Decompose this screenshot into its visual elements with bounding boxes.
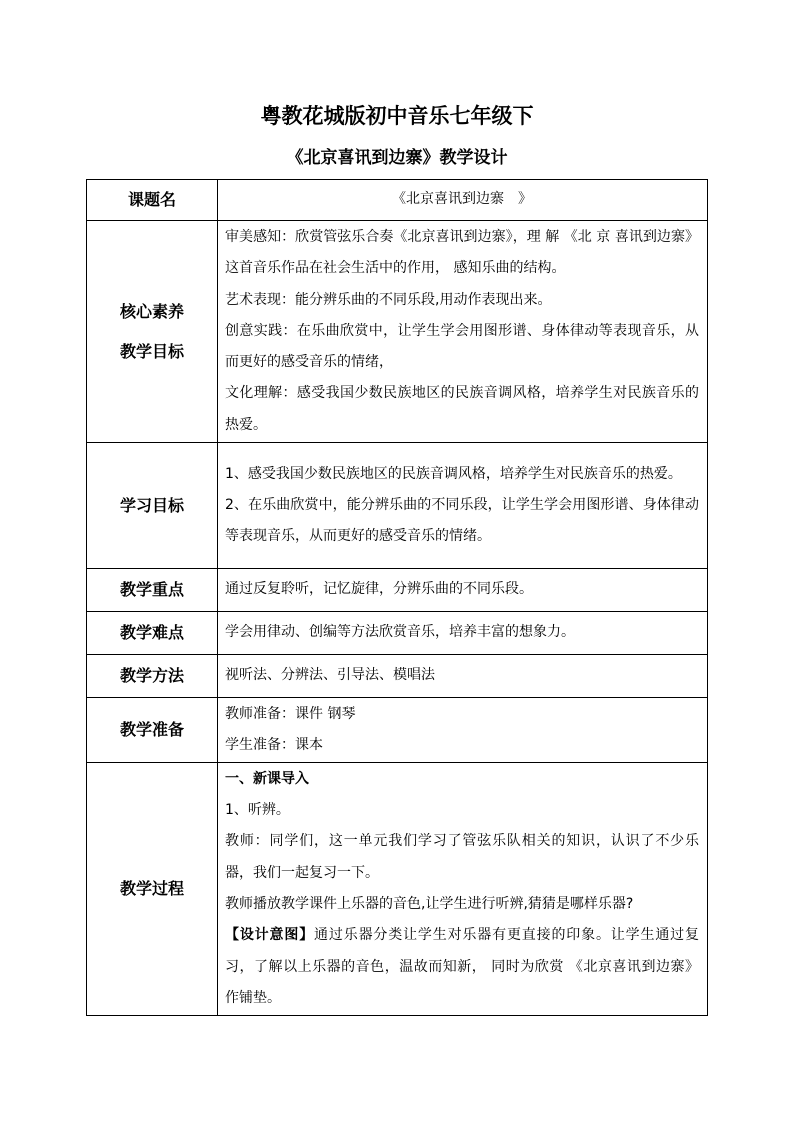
label-methods: 教学方法 (87, 655, 218, 698)
content-difficulty: 学会用律动、创编等方法欣赏音乐，培养丰富的想象力。 (218, 612, 708, 655)
table-row-topic (87, 180, 708, 221)
process-listening: 教师播放教学课件上乐器的音色,让学生进行听辨,猜猜是哪样乐器? (225, 896, 634, 912)
label-learning-goals: 学习目标 (87, 443, 218, 569)
core-culture: 文化理解：感受我国少数民族地区的民族音调风格，培养学生对民族音乐的热爱。 (225, 385, 699, 433)
label-core-line-2: 教学目标 (119, 341, 184, 361)
content-learning-goals (218, 443, 708, 569)
label-core-line-1: 核心素养 (119, 301, 184, 321)
core-practice: 创意实践：在乐曲欣赏中，让学生学会用图形谱、身体律动等表现音乐，从而更好的感受音乐的情绪， (225, 322, 699, 371)
table-row-process (87, 763, 708, 1016)
goal-1: 1、感受我国少数民族地区的民族音调风格，培养学生对民族音乐的热爱。 (225, 465, 682, 482)
table-row-key-points (87, 569, 708, 612)
label-difficulty: 教学难点 (87, 612, 218, 655)
design-intent-label: 【设计意图】 (225, 927, 315, 944)
content-key-points: 通过反复聆听，记忆旋律，分辨乐曲的不同乐段。 (218, 569, 708, 612)
content-methods: 视听法、分辨法、引导法、模唱法 (218, 655, 708, 698)
value-topic: 《北京喜讯到边寨 》 (218, 180, 708, 221)
lesson-plan-table (86, 179, 708, 1016)
goal-2: 2、在乐曲欣赏中，能分辨乐曲的不同乐段，让学生学会用图形谱、身体律动等表现音乐，从而更好的感受音乐的情绪。 (225, 496, 699, 545)
process-step: 1、听辨。 (225, 802, 290, 819)
content-preparation (218, 698, 708, 763)
table-row-methods (87, 655, 708, 698)
label-topic: 课题名 (87, 180, 218, 221)
core-expression: 艺术表现：能分辨乐曲的不同乐段,用动作表现出来。 (225, 291, 552, 308)
prep-teacher: 教师准备：课件 钢琴 (225, 705, 356, 722)
table-row-core-goals (87, 221, 708, 443)
design-intent-text: 通过乐器分类让学生对乐器有更直接的印象。让学生通过复习，了解以上乐器的音色，温故而知新， 同时为欣赏 《北京喜讯到边寨》 作铺垫。 (225, 927, 700, 1006)
table-row-preparation (87, 698, 708, 763)
process-teacher-intro: 教师：同学们，这一单元我们学习了管弦乐队相关的知识，认识了不少乐器，我们一起复习一下。 (225, 833, 699, 881)
content-process (218, 763, 708, 1016)
table-row-difficulty (87, 612, 708, 655)
label-key-points: 教学重点 (87, 569, 218, 612)
process-heading: 一、新课导入 (225, 770, 309, 787)
label-preparation: 教学准备 (87, 698, 218, 763)
process-design-intent (225, 920, 699, 1014)
content-core-goals (218, 221, 708, 443)
document-subtitle: 《北京喜讯到边寨》教学设计 (286, 148, 508, 168)
label-core-goals (87, 221, 218, 443)
table-row-learning-goals (87, 443, 708, 569)
prep-student: 学生准备：课本 (225, 737, 323, 753)
label-process: 教学过程 (87, 763, 218, 1016)
document-title: 粤教花城版初中音乐七年级下 (260, 104, 534, 128)
core-aesthetic: 审美感知：欣赏管弦乐合奏《北京喜讯到边寨》，理 解 《北 京 喜讯到边寨》 这首音乐作品在社会生活中的作用， 感知乐曲的结构。 (225, 228, 699, 277)
